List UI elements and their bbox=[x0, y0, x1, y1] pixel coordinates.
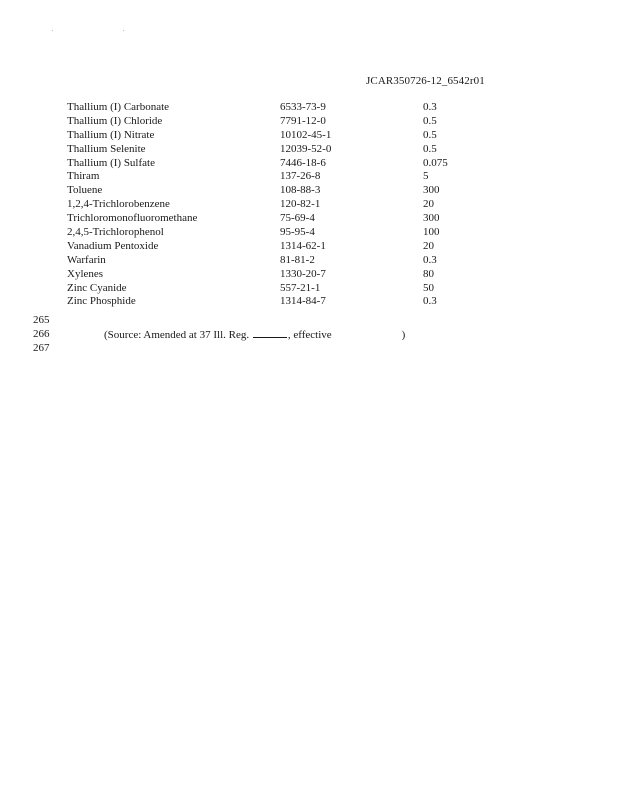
substance-name: Warfarin bbox=[67, 253, 106, 266]
cas-number: 7791-12-0 bbox=[280, 114, 326, 127]
substance-name: Thallium (I) Nitrate bbox=[67, 128, 155, 141]
limit-value: 100 bbox=[423, 226, 440, 239]
line-number: 267 bbox=[33, 342, 50, 354]
limit-value: 0.5 bbox=[423, 114, 437, 127]
source-note-suffix: ) bbox=[401, 329, 406, 341]
cas-number: 95-95-4 bbox=[280, 226, 315, 239]
limit-value: 0.3 bbox=[423, 101, 437, 113]
limit-value: 300 bbox=[423, 184, 440, 197]
substance-name: Trichloromonofluoromethane bbox=[67, 212, 198, 225]
limit-value: 20 bbox=[423, 198, 434, 211]
cas-number: 6533-73-9 bbox=[280, 101, 326, 113]
substance-name: Thiram bbox=[67, 170, 100, 183]
cas-number: 108-88-3 bbox=[280, 184, 321, 197]
source-note-prefix: (Source: Amended at 37 Ill. Reg. bbox=[104, 329, 250, 341]
substance-name: Thallium (I) Chloride bbox=[67, 114, 163, 127]
source-note bbox=[104, 327, 405, 342]
line-number: 265 bbox=[33, 314, 50, 326]
limit-value: 0.3 bbox=[423, 253, 437, 266]
cas-number: 557-21-1 bbox=[280, 281, 321, 294]
substance-name: 2,4,5-Trichlorophenol bbox=[67, 226, 164, 239]
substance-name: Zinc Phosphide bbox=[67, 295, 136, 308]
cas-number: 12039-52-0 bbox=[280, 142, 332, 155]
source-note-middle: , effective bbox=[287, 329, 332, 341]
document-code: JCAR350726-12_6542r01 bbox=[366, 75, 485, 87]
cas-number: 10102-45-1 bbox=[280, 128, 332, 141]
cas-number: 1314-62-1 bbox=[280, 239, 326, 252]
cas-number: 75-69-4 bbox=[280, 212, 315, 225]
cas-number: 137-26-8 bbox=[280, 170, 321, 183]
limit-value: 80 bbox=[423, 267, 434, 280]
limit-value: 0.3 bbox=[423, 295, 437, 308]
limit-value: 300 bbox=[423, 212, 440, 225]
limit-value: 50 bbox=[423, 281, 434, 294]
substance-name: Thallium (I) Carbonate bbox=[67, 101, 170, 113]
substance-name: Toluene bbox=[67, 184, 103, 197]
substance-name: Thallium Selenite bbox=[67, 142, 146, 155]
cas-number: 120-82-1 bbox=[280, 198, 321, 211]
limit-value: 0.5 bbox=[423, 128, 437, 141]
limit-value: 20 bbox=[423, 239, 434, 252]
line-numbers bbox=[33, 313, 50, 355]
substance-name: 1,2,4-Trichlorobenzene bbox=[67, 198, 170, 211]
corner-marks: . . bbox=[52, 27, 159, 33]
limit-value: 0.5 bbox=[423, 142, 437, 155]
limit-value: 5 bbox=[423, 170, 429, 183]
line-number: 266 bbox=[33, 328, 50, 340]
substance-name: Xylenes bbox=[67, 267, 104, 280]
cas-number: 1314-84-7 bbox=[280, 295, 326, 308]
limit-value: 0.075 bbox=[423, 156, 448, 169]
cas-number: 1330-20-7 bbox=[280, 267, 326, 280]
substance-name: Zinc Cyanide bbox=[67, 281, 127, 294]
substance-name: Thallium (I) Sulfate bbox=[67, 156, 155, 169]
substance-name: Vanadium Pentoxide bbox=[67, 239, 159, 252]
blank-fill-line bbox=[253, 327, 287, 338]
cas-number: 7446-18-6 bbox=[280, 156, 326, 169]
cas-number: 81-81-2 bbox=[280, 253, 315, 266]
